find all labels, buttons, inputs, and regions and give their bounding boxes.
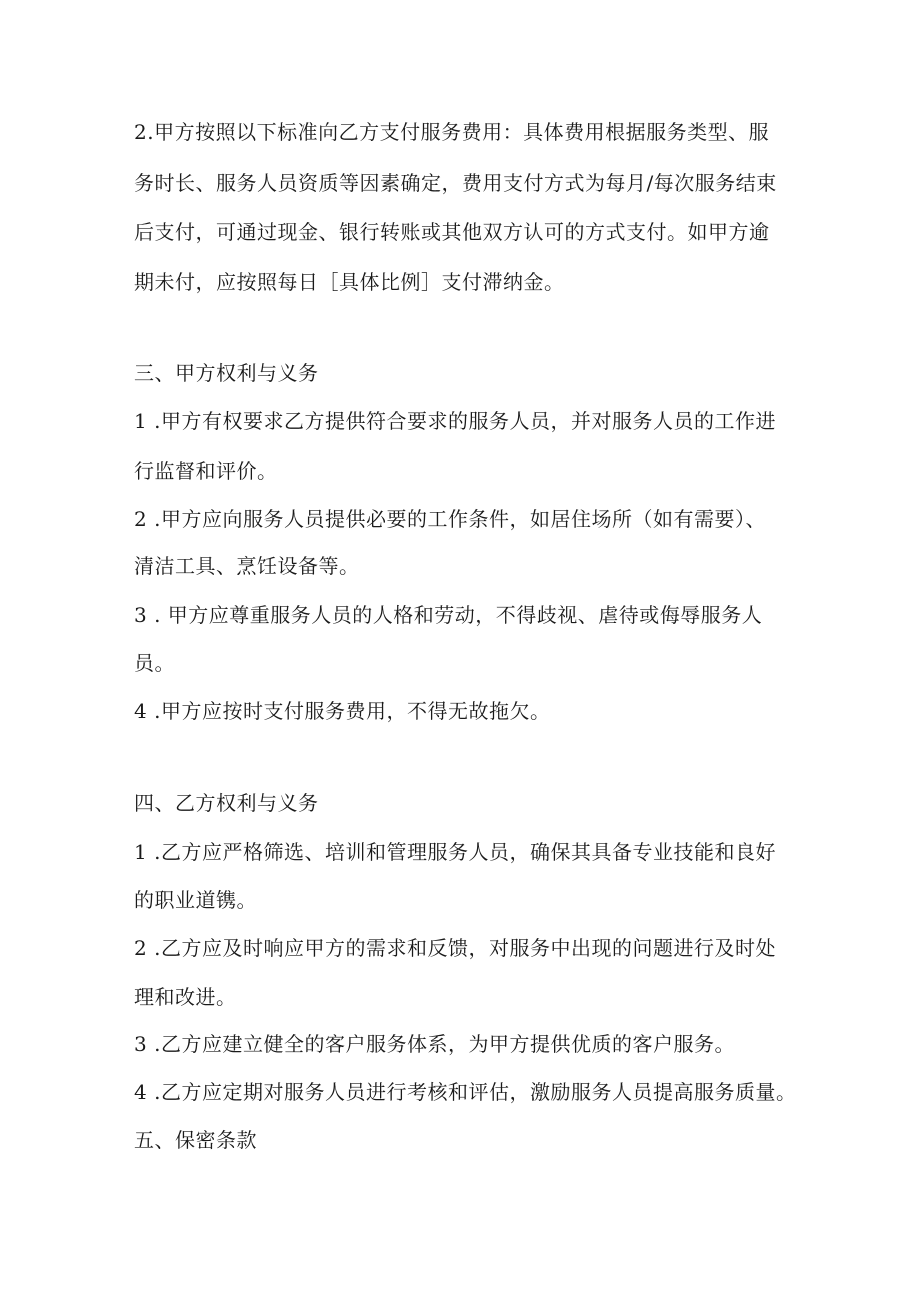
payment-paragraph-line: 2.甲方按照以下标准向乙方支付服务费用：具体费用根据服务类型、服 (134, 120, 770, 144)
payment-paragraph-line: 后支付，可通过现金、银行转账或其他双方认可的方式支付。如甲方逾 (134, 220, 770, 244)
list-item-line: 理和改进。 (134, 985, 237, 1009)
payment-paragraph-line: 期未付，应按照每日［具体比例］支付滞纳金。 (134, 270, 565, 294)
list-item-line: 的职业道镌。 (134, 888, 257, 912)
list-item-line: 3 .乙方应建立健全的客户服务体系，为甲方提供优质的客户服务。 (134, 1032, 735, 1056)
list-item-line: 清洁工具、烹饪设备等。 (134, 554, 360, 578)
list-item-line: 2 .甲方应向服务人员提供必要的工作条件，如居住场所（如有需要）、 (134, 507, 766, 531)
list-item-line: 3 . 甲方应尊重服务人员的人格和劳动，不得歧视、虐待或侮辱服务人 (134, 603, 763, 627)
section-heading-confidentiality: 五、保密条款 (134, 1128, 257, 1152)
payment-paragraph-line: 务时长、服务人员资质等因素确定，费用支付方式为每月/每次服务结束 (134, 171, 777, 195)
list-item-line: 1 .乙方应严格筛选、培训和管理服务人员，确保其具备专业技能和良好 (134, 840, 776, 864)
list-item-line: 4 .甲方应按时支付服务费用，不得无故拖欠。 (134, 699, 551, 723)
section-heading-party-a: 三、甲方权利与义务 (134, 361, 319, 385)
list-item-line: 2 .乙方应及时响应甲方的需求和反馈，对服务中出现的问题进行及时处 (134, 936, 776, 960)
list-item-line: 4 .乙方应定期对服务人员进行考核和评估，激励服务人员提高服务质量。 (134, 1080, 797, 1104)
list-item-line: 1 .甲方有权要求乙方提供符合要求的服务人员，并对服务人员的工作进 (134, 409, 776, 433)
list-item-line: 行监督和评价。 (134, 459, 278, 483)
list-item-line: 员。 (134, 651, 175, 675)
section-heading-party-b: 四、乙方权利与义务 (134, 791, 319, 815)
